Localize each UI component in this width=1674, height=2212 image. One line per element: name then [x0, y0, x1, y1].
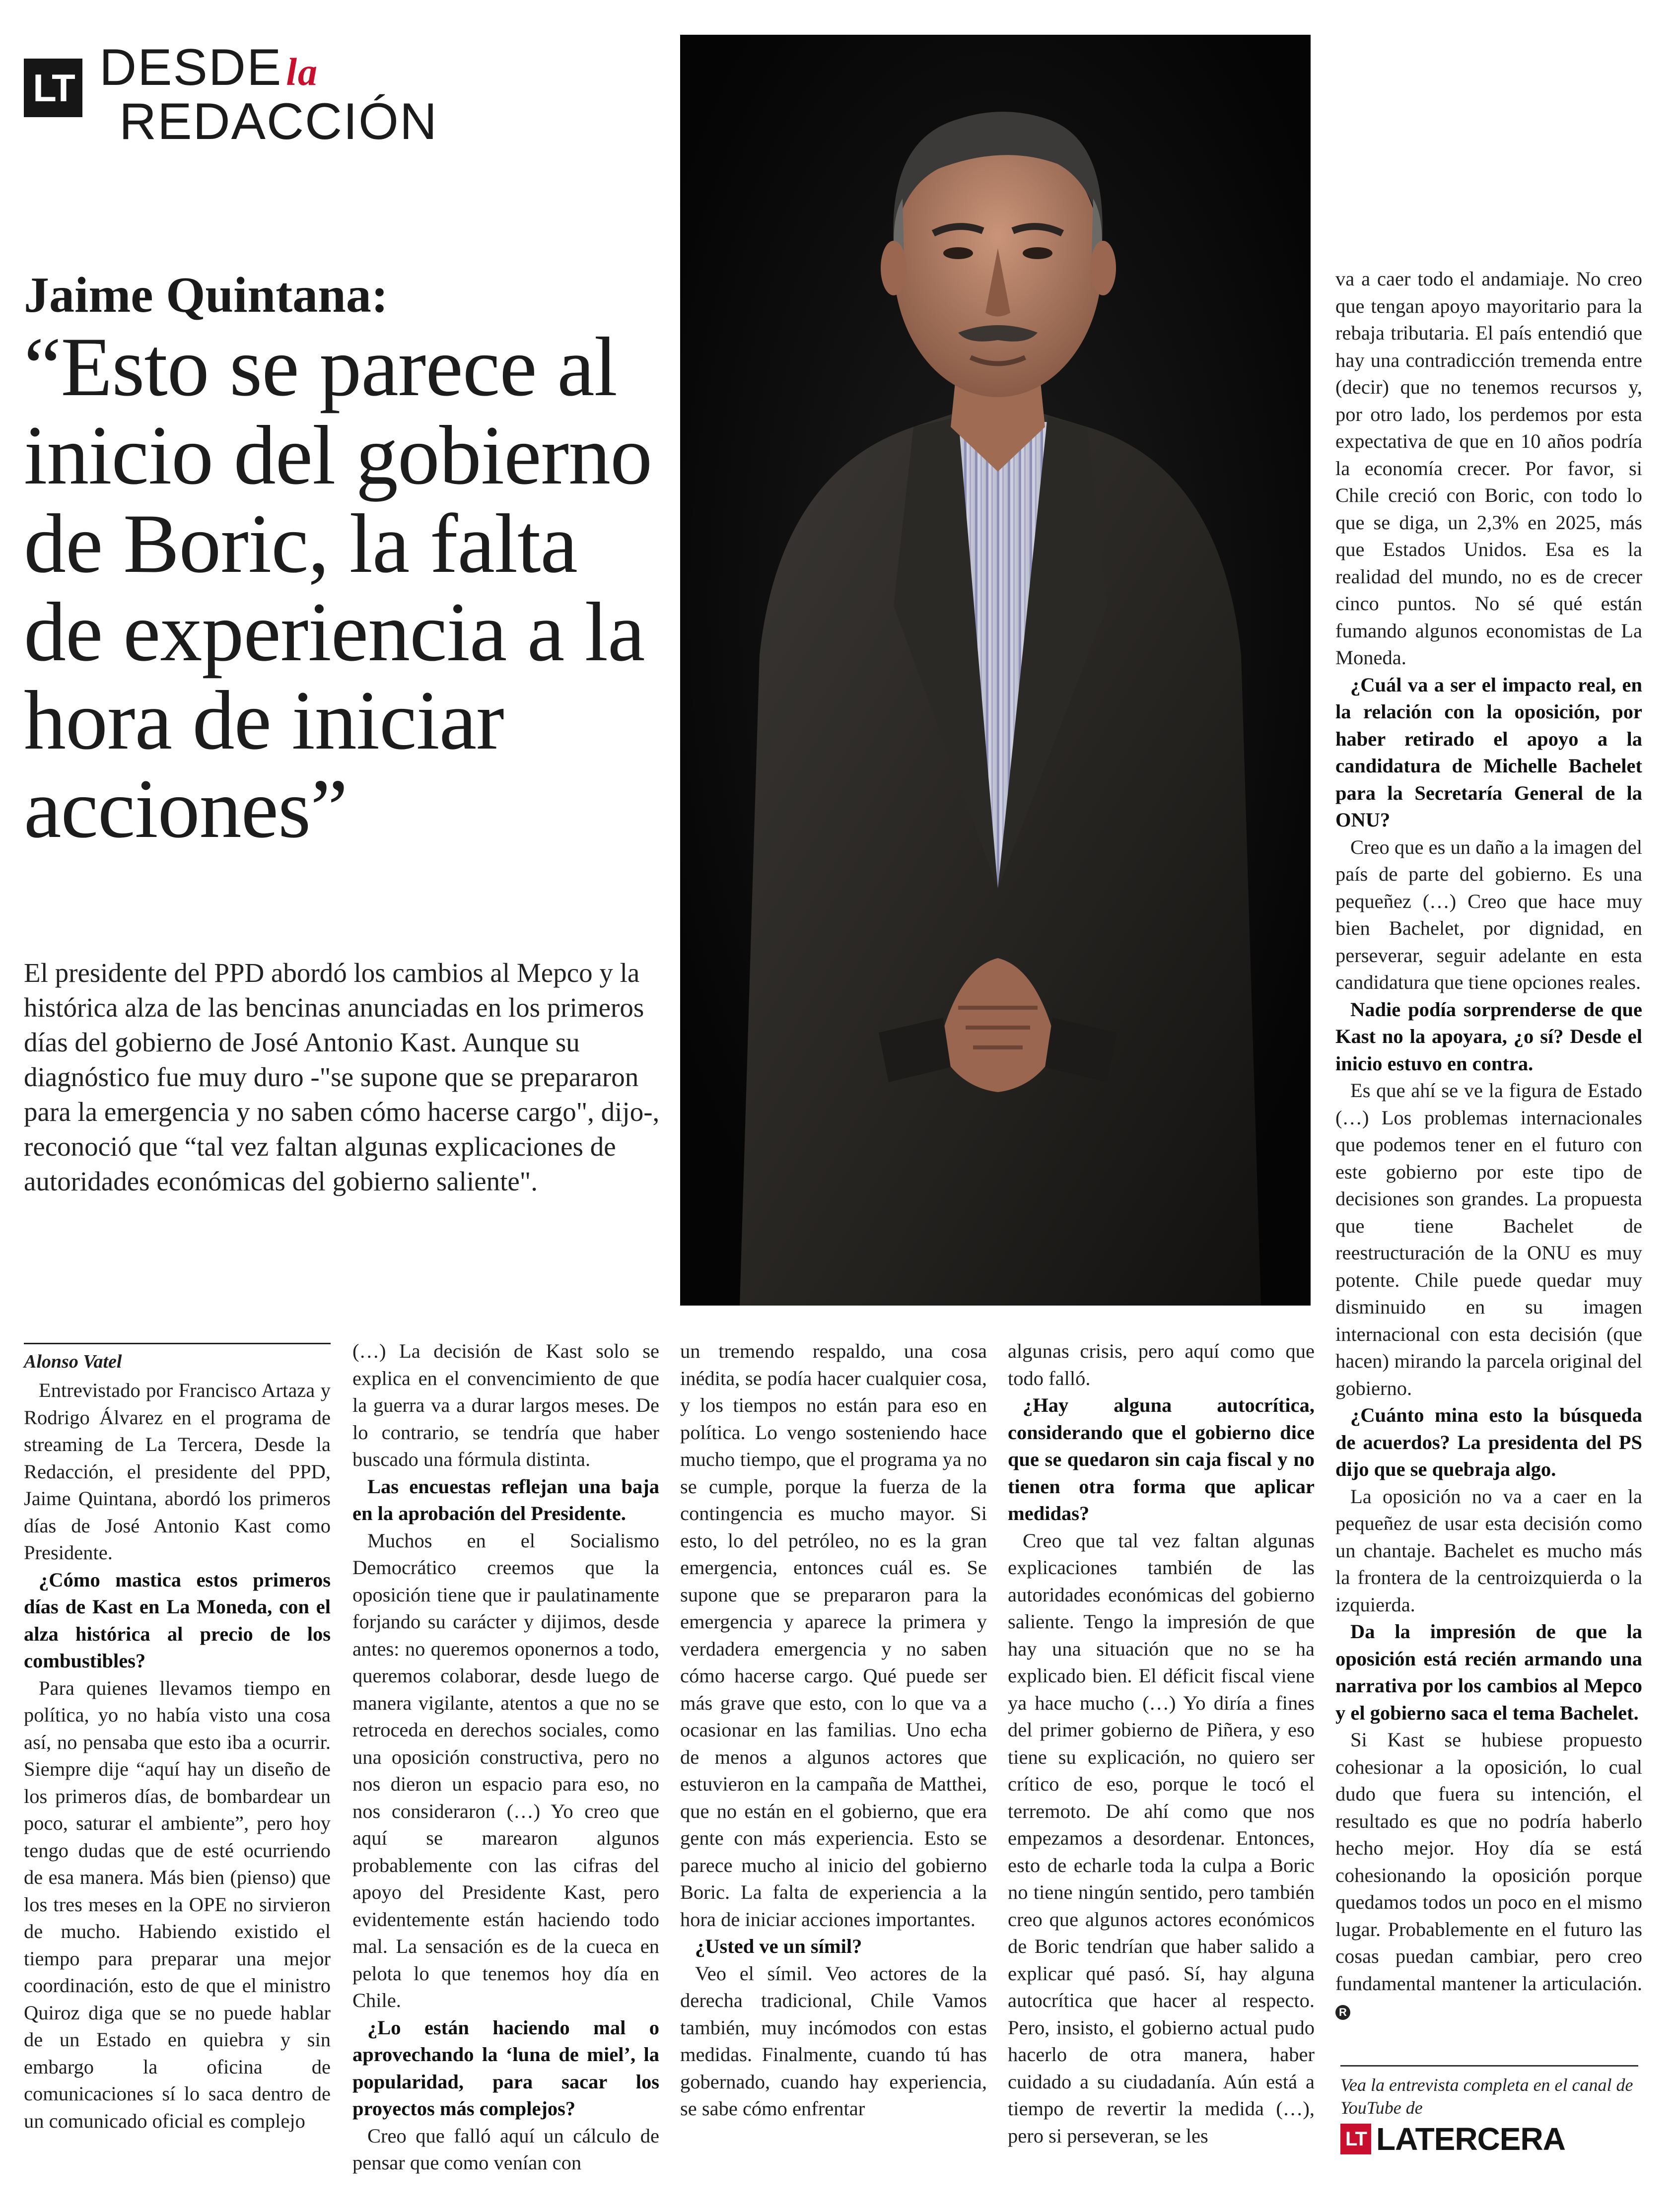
question-paragraph: ¿Hay alguna autocrítica, considerando que el gobierno dice que se quedaron sin caja fiscal y no tienen otra forma que aplicar medidas? — [1008, 1394, 1315, 1524]
answer-paragraph: va a caer todo el andamiaje. No creo que tengan apoyo mayoritario para la rebaja tributaria. El país entendió que hay una contradicción tremenda entre (decir) que no tenemos recursos y, por otro lado, los perdemos por esta expectativa de que en 10 años podría la economía crecer. Por favor, si Chile creció con Boric, con todo lo que se diga, un 2,3% en 2025, más que Estados Unidos. Esa es la realidad del mundo, no es de crecer cinco puntos. No sé qué están fumando algunos economistas de La Moneda. — [1335, 268, 1642, 669]
article-column-5 — [1335, 266, 1642, 2024]
section-title — [99, 39, 477, 150]
la-tercera-brand — [1340, 2121, 1638, 2163]
article-column-1 — [24, 1343, 331, 2135]
answer-paragraph: un tremendo respaldo, una cosa inédita, se podía hacer cualquier cosa, y los tiempos no están para eso en política. Lo vengo sosteniendo hace mucho tiempo, que el programa ya no se cumple, porque la fuerza de la contingencia es mucho mayor. Si esto, lo del petróleo, no es la gran emergencia, entonces cuál es. Se supone que se prepararon para la emergencia y aparece la primera y verdadera emergencia y no saben cómo hacerse cargo. Qué puede ser más grave que esto, con lo que va a ocasionar en las familias. Uno echa de menos a algunos actores que estuvieron en la campaña de Matthei, que no están en el gobierno, que era gente con más experiencia. Esto se parece mucho al inicio del gobierno Boric. La falta de experiencia a la hora de iniciar acciones importantes. — [680, 1340, 987, 1931]
speaker-name: Jaime Quintana: — [24, 267, 388, 323]
section-title-line1: DESDE — [99, 39, 282, 96]
question-paragraph: ¿Cuánto mina esto la búsqueda de acuerdos? La presidenta del PS dijo que se quebraja algo. — [1335, 1404, 1642, 1480]
headline-quote: “Esto se parece al inicio del gobierno de Boric, la falta de experiencia a la hora de iniciar acciones” — [24, 320, 652, 855]
question-paragraph: ¿Cuál va a ser el impacto real, en la relación con la oposición, por haber retirado el apoyo a la candidatura de Michelle Bachelet para la Secretaría General de la ONU? — [1335, 673, 1642, 831]
answer-paragraph: Muchos en el Socialismo Democrático creemos que la oposición tiene que ir paulatinamente forjando su carácter y dijimos, desde antes: no queremos oponernos a todo, queremos colaborar, desde luego de manera vigilante, atentos a que no se retroceda en derechos sociales, como una oposición constructiva, pero no nos dieron un espacio para eso, no nos consideraron (…) Yo creo que aquí se marearon algunos probablemente con las cifras del apoyo del Presidente Kast, pero evidentemente están haciendo todo mal. La sensación es de la cueca en pelota lo que tenemos hoy día en Chile. — [352, 1529, 659, 2011]
end-mark-icon: R — [1335, 2005, 1350, 2020]
answer-paragraph: Veo el símil. Veo actores de la derecha tradicional, Chile Vamos también, muy incómodos con estas medidas. Finalmente, cuando tú has gobernado, cuando hay experiencia, se sabe cómo enfrentar — [680, 1962, 987, 2120]
question-paragraph: Nadie podía sorprenderse de que Kast no la apoyara, ¿o sí? Desde el inicio estuvo en contra. — [1335, 998, 1642, 1075]
question-paragraph: Las encuestas reflejan una baja en la aprobación del Presidente. — [352, 1475, 659, 1524]
answer-paragraph: Si Kast se hubiese propuesto cohesionar a la oposición, lo cual dudo que fuera su intención, el resultado es que no podría haberlo hecho mejor. Hoy día se está cohesionando la oposición porque quedamos todos un poco en el mismo lugar. Probablemente en el futuro las cosas puedan cambiar, pero creo fundamental mantener la articulación. R — [1335, 1727, 1642, 2024]
article-column-2 — [352, 1338, 659, 2177]
article-column-3 — [680, 1338, 987, 2123]
answer-paragraph: Es que ahí se ve la figura de Estado (…) Los problemas internacionales que podemos tener en el futuro con este gobierno por este tipo de decisiones son grandes. La propuesta que tiene Bachelet de reestructuración de la ONU es muy potente. Chile puede quedar muy disminuido en su imagen internacional con esta decisión (que hacen) mirando la parcela original del gobierno. — [1335, 1079, 1642, 1399]
question-paragraph: ¿Cómo mastica estos primeros días de Kast en La Moneda, con el alza histórica al precio de los combustibles? — [24, 1568, 331, 1672]
answer-paragraph: algunas crisis, pero aquí como que todo falló. — [1008, 1340, 1315, 1389]
article-column-4 — [1008, 1338, 1315, 2149]
answer-paragraph: (…) La decisión de Kast solo se explica en el convencimiento de que la guerra va a durar largos meses. De lo contrario, se tendría que haber buscado una fórmula distinta. — [352, 1340, 659, 1470]
lt-logo: LT — [24, 59, 82, 117]
answer-paragraph: Para quienes llevamos tiempo en política, yo no había visto una cosa así, no pensaba que esto iba a ocurrir. Siempre dije “aquí hay un diseño de los primeros días, de bombardear un poco, saturar el ambiente”, pero hoy tengo dudas que de esté ocurriendo de esa manera. Más bien (pienso) que los tres meses en la OPE no sirvieron de mucho. Habiendo existido el tiempo para preparar una mejor coordinación, esto de que el ministro Quiroz diga que se no puede hablar de un Estado en quiebra y sin embargo la oficina de comunicaciones sí lo saca dentro de un comunicado oficial es complejo — [24, 1676, 331, 2132]
answer-paragraph: Entrevistado por Francisco Artaza y Rodrigo Álvarez en el programa de streaming de La Tercera, Desde la Redacción, el presidente del PPD, Jaime Quintana, abordó los primeros días de José Antonio Kast como Presidente. — [24, 1379, 331, 1564]
section-title-line2: REDACCIÓN — [119, 93, 438, 150]
question-paragraph: ¿Usted ve un símil? — [695, 1935, 862, 1957]
answer-paragraph: Creo que tal vez faltan algunas explicaciones también de las autoridades económicas del gobierno saliente. Tengo la impresión de que hay una situación que no se ha explicado bien. El déficit fiscal viene ya hace mucho (…) Yo diría a fines del primer gobierno de Piñera, y eso tiene su explicación, no quiero ser crítico de eso, porque le tocó el terremoto. De ahí como que nos empezamos a desordenar. Entonces, esto de echarle toda la culpa a Boric no tiene ningún sentido, pero también creo que algunos actores económicos de Boric tendrían que haber salido a explicar qué pasó. Sí, hay alguna autocrítica que hacer al respecto. Pero, insisto, el gobierno actual pudo hacerlo de otra manera, haber cuidado a su ciudadanía. Aún está a tiempo de revertir la medida (…), pero si perseveran, se les — [1008, 1529, 1315, 2147]
section-title-la: la — [286, 50, 318, 93]
answer-paragraph: Creo que falló aquí un cálculo de pensar que como venían con — [352, 2124, 659, 2174]
brand-mark: LT — [1340, 2124, 1371, 2154]
portrait-illustration — [680, 35, 1311, 1306]
portrait-photo — [680, 35, 1311, 1306]
answer-paragraph: Creo que es un daño a la imagen del país de parte del gobierno. Es una pequeñez (…) Creo que hace muy bien Bachelet, por dignidad, en perseverar, seguir adelante en esta candidatura que tiene opciones reales. — [1335, 835, 1642, 993]
lede-paragraph: El presidente del PPD abordó los cambios al Mepco y la histórica alza de las bencinas anunciadas en los primeros días del gobierno de José Antonio Kast. Aunque su diagnóstico fue muy duro -"se supone que se prepararon para la emergencia y no saben cómo hacerse cargo", dijo-, reconoció que “tal vez faltan algunas explicaciones de autoridades económicas del gobierno saliente". — [24, 958, 660, 1196]
byline: Alonso Vatel — [24, 1343, 331, 1374]
question-paragraph: ¿Lo están haciendo mal o aprovechando la ‘luna de miel’, la popularidad, para sacar los proyectos más complejos? — [352, 2016, 659, 2120]
youtube-note: Vea la entrevista completa en el canal de YouTube de — [1340, 2065, 1638, 2119]
answer-paragraph: La oposición no va a caer en la pequeñez de usar esta decisión como un chantaje. Bachelet es mucho más la frontera de la centroizquierda o la izquierda. — [1335, 1485, 1642, 1616]
question-paragraph: Da la impresión de que la oposición está recién armando una narrativa por los cambios al Mepco y el gobierno saca el tema Bachelet. — [1335, 1620, 1642, 1724]
brand-name: LATERCERA — [1376, 2121, 1565, 2157]
